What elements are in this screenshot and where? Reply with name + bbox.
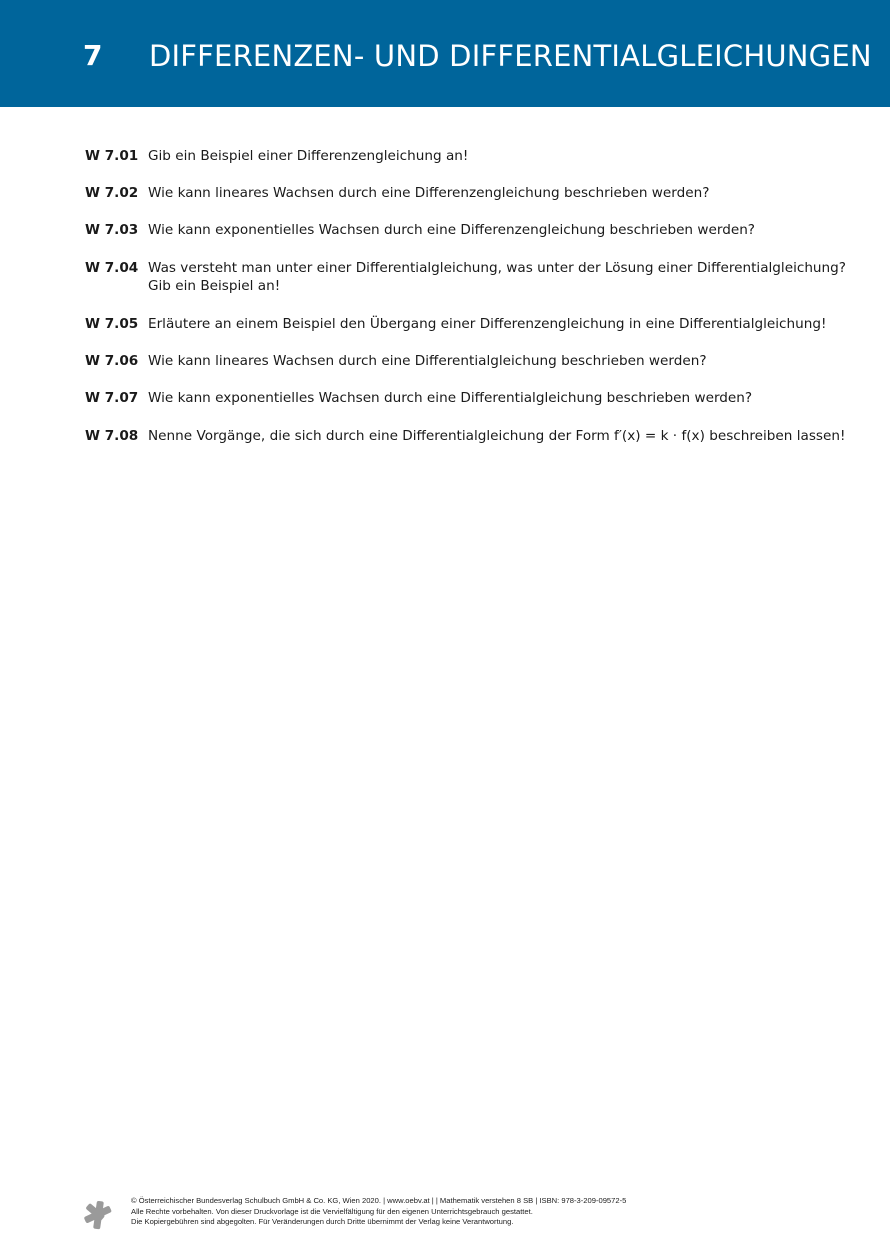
question-number: W 7.04 bbox=[85, 260, 139, 276]
question-text bbox=[148, 389, 828, 407]
question-line: Was versteht man unter einer Differentialgleichung, was unter der Lösung einer Differentialgleichung? bbox=[148, 260, 847, 276]
oebv-asterisk-logo-icon bbox=[83, 1200, 113, 1230]
question-line: Gib ein Beispiel an! bbox=[148, 278, 281, 294]
question-number: W 7.06 bbox=[85, 353, 139, 369]
question-number: W 7.03 bbox=[85, 222, 139, 238]
question-line: Wie kann lineares Wachsen durch eine Differentialgleichung beschrieben werden? bbox=[148, 353, 707, 369]
chapter-header bbox=[0, 0, 890, 107]
question-text bbox=[148, 352, 828, 370]
question-number: W 7.01 bbox=[85, 148, 139, 164]
question-text bbox=[148, 259, 847, 295]
question-number: W 7.08 bbox=[85, 428, 139, 444]
fees-line: Die Kopiergebühren sind abgegolten. Für Veränderungen durch Dritte übernimmt der Verlag keine Verantwortung. bbox=[131, 1217, 514, 1226]
question-text bbox=[148, 427, 846, 445]
page-footer bbox=[0, 1196, 890, 1236]
question-text bbox=[148, 184, 828, 202]
question-number: W 7.07 bbox=[85, 390, 139, 406]
question-text bbox=[148, 221, 828, 239]
question-text bbox=[148, 147, 828, 165]
chapter-title: DIFFERENZEN- UND DIFFERENTIALGLEICHUNGEN bbox=[149, 39, 872, 73]
question-line: Gib ein Beispiel einer Differenzengleichung an! bbox=[148, 148, 469, 164]
question-text bbox=[148, 315, 828, 333]
question-line: Erläutere an einem Beispiel den Übergang einer Differenzengleichung in eine Differentialgleichung! bbox=[148, 316, 827, 332]
question-line: Wie kann exponentielles Wachsen durch eine Differentialgleichung beschrieben werden? bbox=[148, 390, 753, 406]
rights-line: Alle Rechte vorbehalten. Von dieser Druckvorlage ist die Vervielfältigung für den eigenen Unterrichtsgebrauch gestattet. bbox=[131, 1206, 533, 1216]
question-line: Wie kann exponentielles Wachsen durch eine Differenzengleichung beschrieben werden? bbox=[148, 222, 756, 238]
chapter-number: 7 bbox=[83, 39, 103, 72]
question-number: W 7.05 bbox=[85, 316, 139, 332]
copyright-line: © Österreichischer Bundesverlag Schulbuch GmbH & Co. KG, Wien 2020. | www.oebv.at | | Mathematik verstehen 8 SB | ISBN: 978-3-209-09572-5 bbox=[131, 1196, 627, 1205]
copyright-notice bbox=[131, 1196, 626, 1228]
question-line: Wie kann lineares Wachsen durch eine Differenzengleichung beschrieben werden? bbox=[148, 185, 710, 201]
question-line: Nenne Vorgänge, die sich durch eine Differentialgleichung der Form f′(x) = k · f(x) beschreiben lassen! bbox=[148, 428, 846, 444]
question-number: W 7.02 bbox=[85, 185, 139, 201]
